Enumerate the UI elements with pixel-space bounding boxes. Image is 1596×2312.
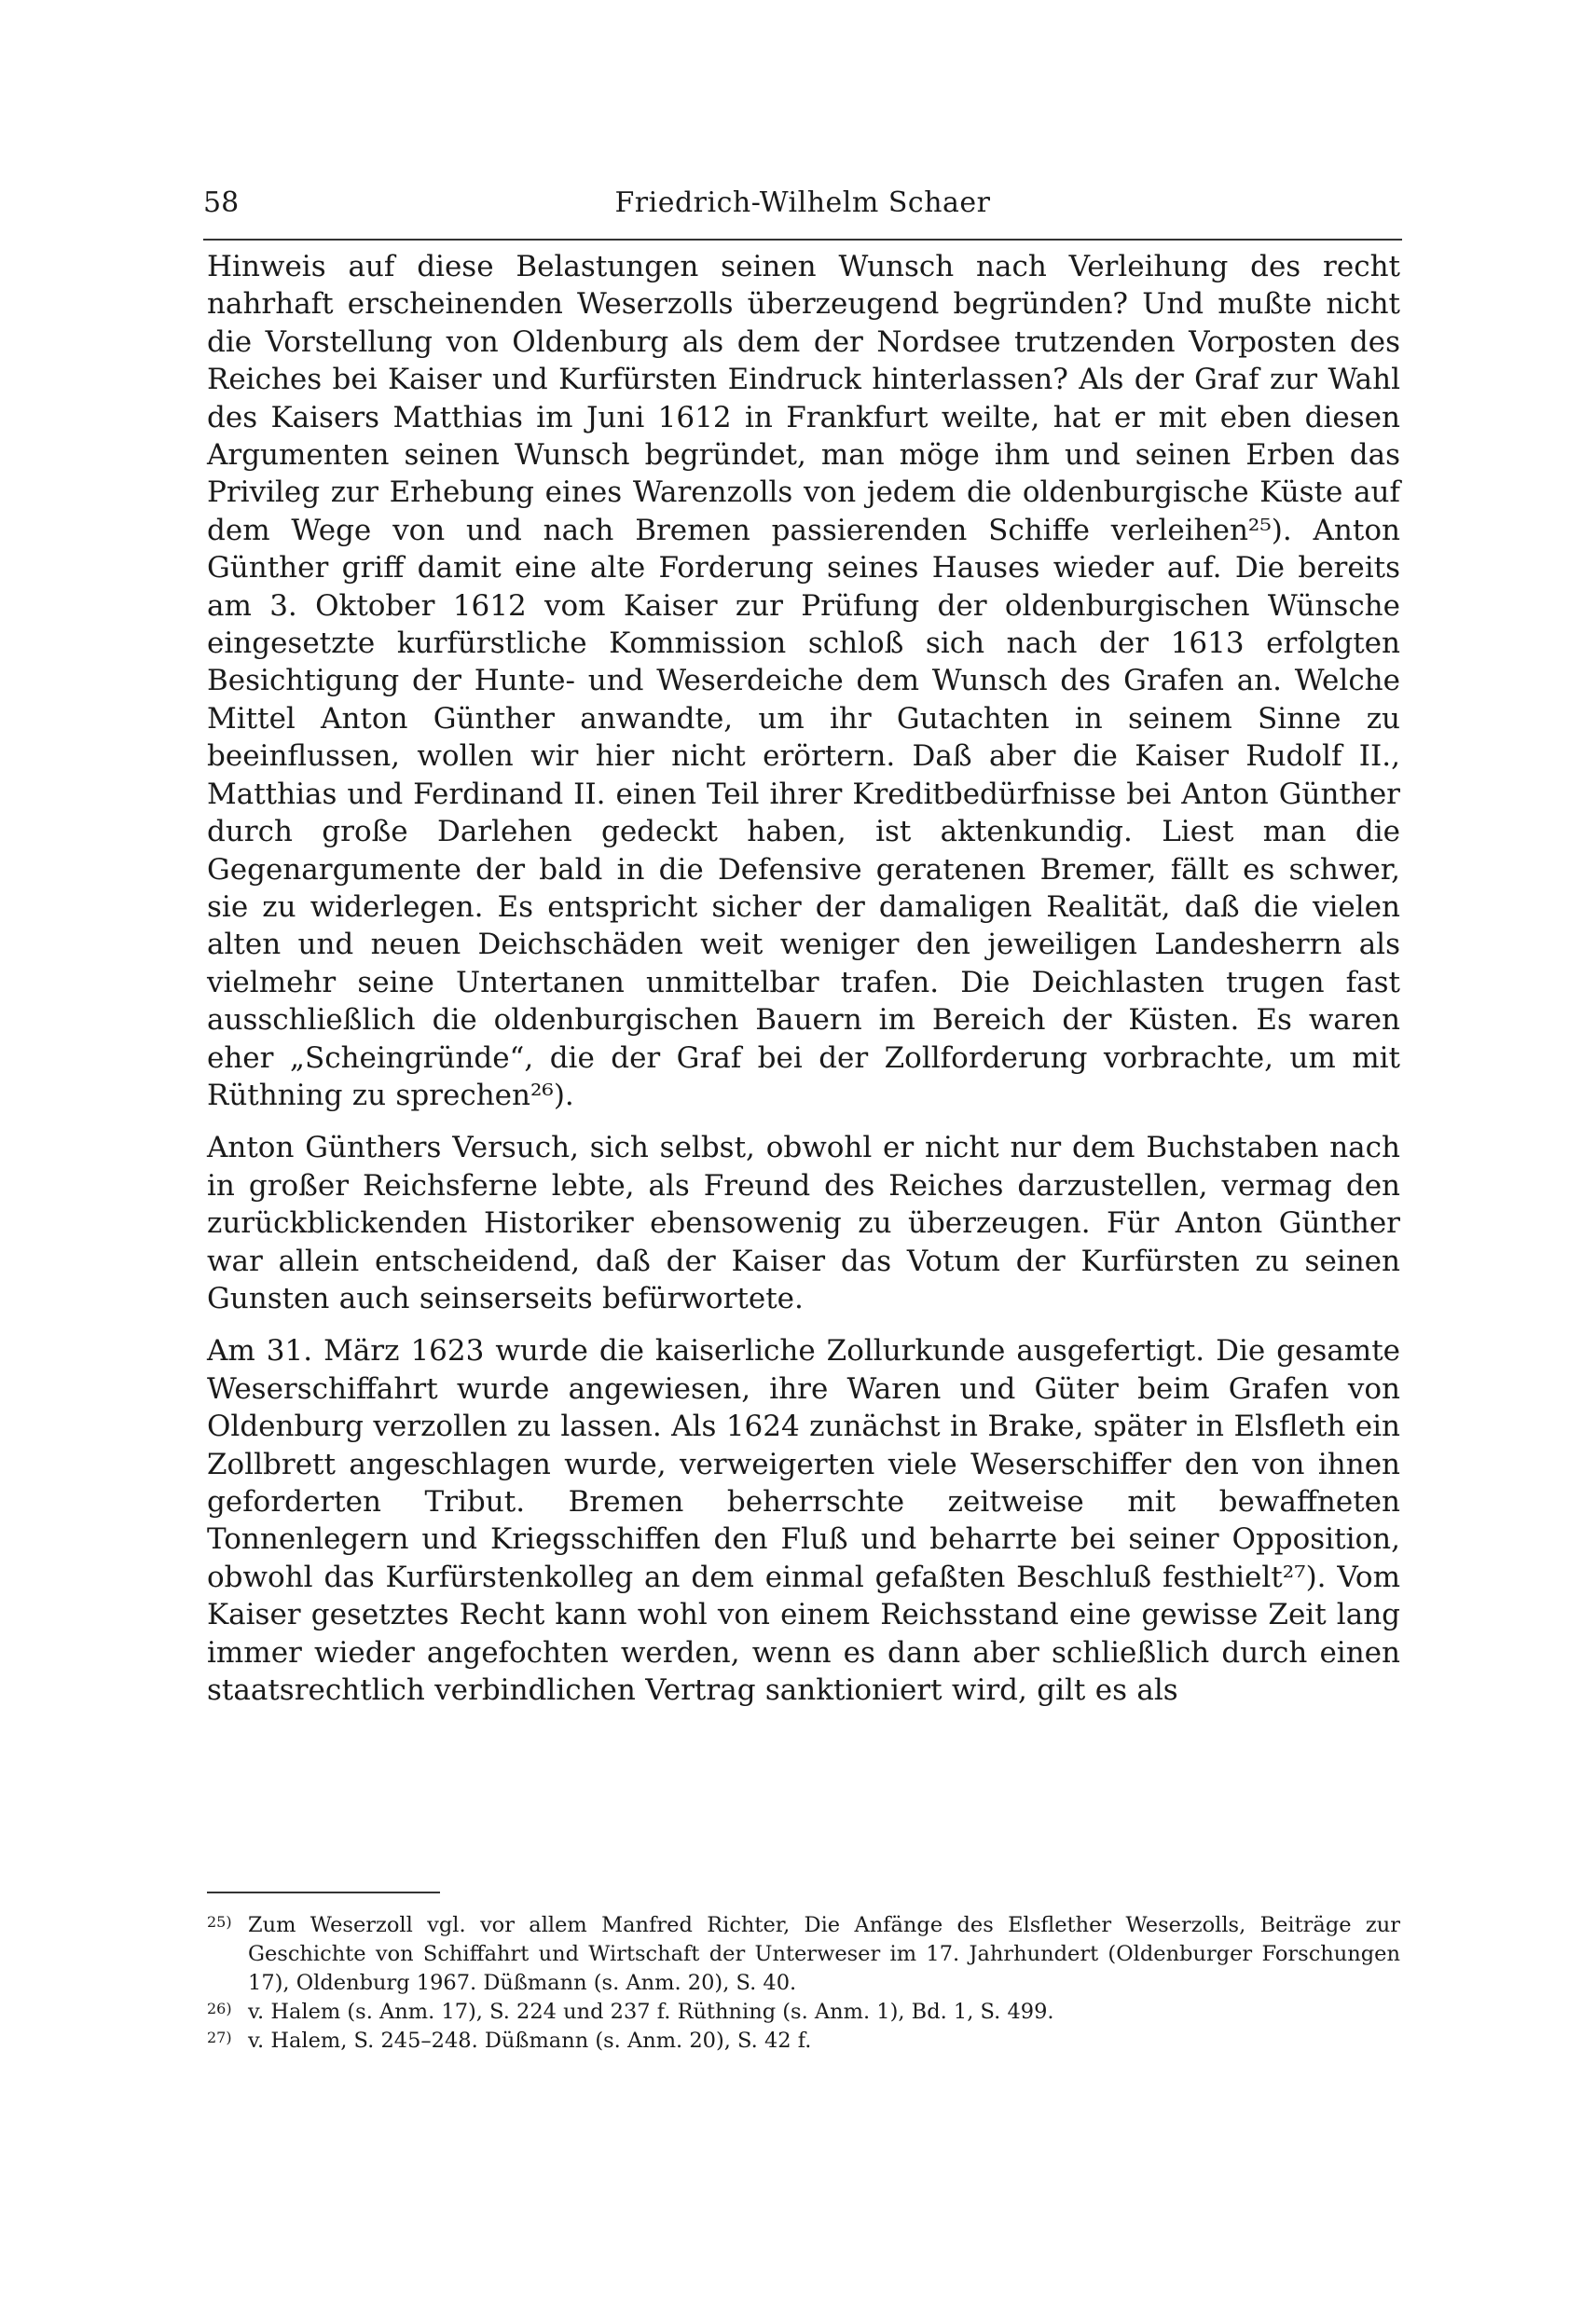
footnote xyxy=(207,1998,1400,2027)
footnotes xyxy=(207,1911,1400,2056)
page-number: 58 xyxy=(203,186,240,219)
footnote-rule xyxy=(207,1892,440,1893)
header-rule xyxy=(203,239,1402,241)
footnote-mark: 27) xyxy=(207,2029,232,2046)
paragraph: Anton Günthers Versuch, sich selbst, obwohl er nicht nur dem Buchstaben nach in großer Reichsferne lebte, als Freund des Reiches darzustellen, vermag den zurückblickenden Historiker ebensowenig zu überzeugen. Für Anton Günther war allein entscheidend, daß der Kaiser das Votum der Kurfürsten zu seinen Gunsten auch seinserseits befürwortete. xyxy=(207,1131,1400,1315)
footnote-text: v. Halem, S. 245–248. Düßmann (s. Anm. 20), S. 42 f. xyxy=(248,2029,812,2053)
footnote xyxy=(207,2027,1400,2056)
running-title: Friedrich-Wilhelm Schaer xyxy=(614,186,991,219)
footnote-mark: 26) xyxy=(207,2000,232,2017)
footnote-mark: 25) xyxy=(207,1913,232,1931)
footnote-text: Zum Weserzoll vgl. vor allem Manfred Richter, Die Anfänge des Elsflether Weserzolls, Beiträge zur Geschichte von Schiffahrt und Wirtschaft der Unterweser im 17. Jahrhundert (Oldenburger Forschungen 17), Oldenburg 1967. Düßmann (s. Anm. 20), S. 40. xyxy=(248,1913,1400,1995)
footnote xyxy=(207,1911,1400,1998)
page-header xyxy=(203,186,1402,231)
paragraph: Hinweis auf diese Belastungen seinen Wunsch nach Verleihung des recht nahrhaft erscheinenden Weserzolls überzeugend begründen? Und mußte nicht die Vorstellung von Oldenburg als dem der Nordsee trutzenden Vorposten des Reiches bei Kaiser und Kurfürsten Eindruck hinterlassen? Als der Graf zur Wahl des Kaisers Matthias im Juni 1612 in Frankfurt weilte, hat er mit eben diesen Argumenten seinen Wunsch begründet, man möge ihm und seinen Erben das Privileg zur Erhebung eines Warenzolls von jedem die oldenburgische Küste auf dem Wege von und nach Bremen passierenden Schiffe verleihen²⁵). Anton Günther griff damit eine alte Forderung seines Hauses wieder auf. Die bereits am 3. Oktober 1612 vom Kaiser zur Prüfung der oldenburgischen Wünsche eingesetzte kurfürstliche Kommission schloß sich nach der 1613 erfolgten Besichtigung der Hunte- und Weserdeiche dem Wunsch des Grafen an. Welche Mittel Anton Günther anwandte, um ihr Gutachten in seinem Sinne zu beeinflussen, wollen wir hier nicht erörtern. Daß aber die Kaiser Rudolf II., Matthias und Ferdinand II. einen Teil ihrer Kreditbedürfnisse bei Anton Günther durch große Darlehen gedeckt haben, ist aktenkundig. Liest man die Gegenargumente der bald in die Defensive geratenen Bremer, fällt es schwer, sie zu widerlegen. Es entspricht sicher der damaligen Realität, daß die vielen alten und neuen Deichschäden weit weniger den jeweiligen Landesherrn als vielmehr seine Untertanen unmittelbar trafen. Die Deichlasten trugen fast ausschließlich die oldenburgischen Bauern im Bereich der Küsten. Es waren eher „Scheingründe“, die der Graf bei der Zollforderung vorbrachte, um mit Rüthning zu sprechen²⁶). xyxy=(207,250,1400,1112)
paragraph: Am 31. März 1623 wurde die kaiserliche Zollurkunde ausgefertigt. Die gesamte Weserschiffahrt wurde angewiesen, ihre Waren und Güter beim Grafen von Oldenburg verzollen zu lassen. Als 1624 zunächst in Brake, später in Elsfleth ein Zollbrett angeschlagen wurde, verweigerten viele Weserschiffer den von ihnen geforderten Tribut. Bremen beherrschte zeitweise mit bewaffneten Tonnenlegern und Kriegsschiffen den Fluß und beharrte bei seiner Opposition, obwohl das Kurfürstenkolleg an dem einmal gefaßten Beschluß festhielt²⁷). Vom Kaiser gesetztes Recht kann wohl von einem Reichsstand eine gewisse Zeit lang immer wieder angefochten werden, wenn es dann aber schließlich durch einen staatsrechtlich verbindlichen Vertrag sanktioniert wird, gilt es als xyxy=(207,1334,1400,1708)
body-text xyxy=(207,248,1400,1724)
footnote-text: v. Halem (s. Anm. 17), S. 224 und 237 f. Rüthning (s. Anm. 1), Bd. 1, S. 499. xyxy=(248,2000,1054,2024)
